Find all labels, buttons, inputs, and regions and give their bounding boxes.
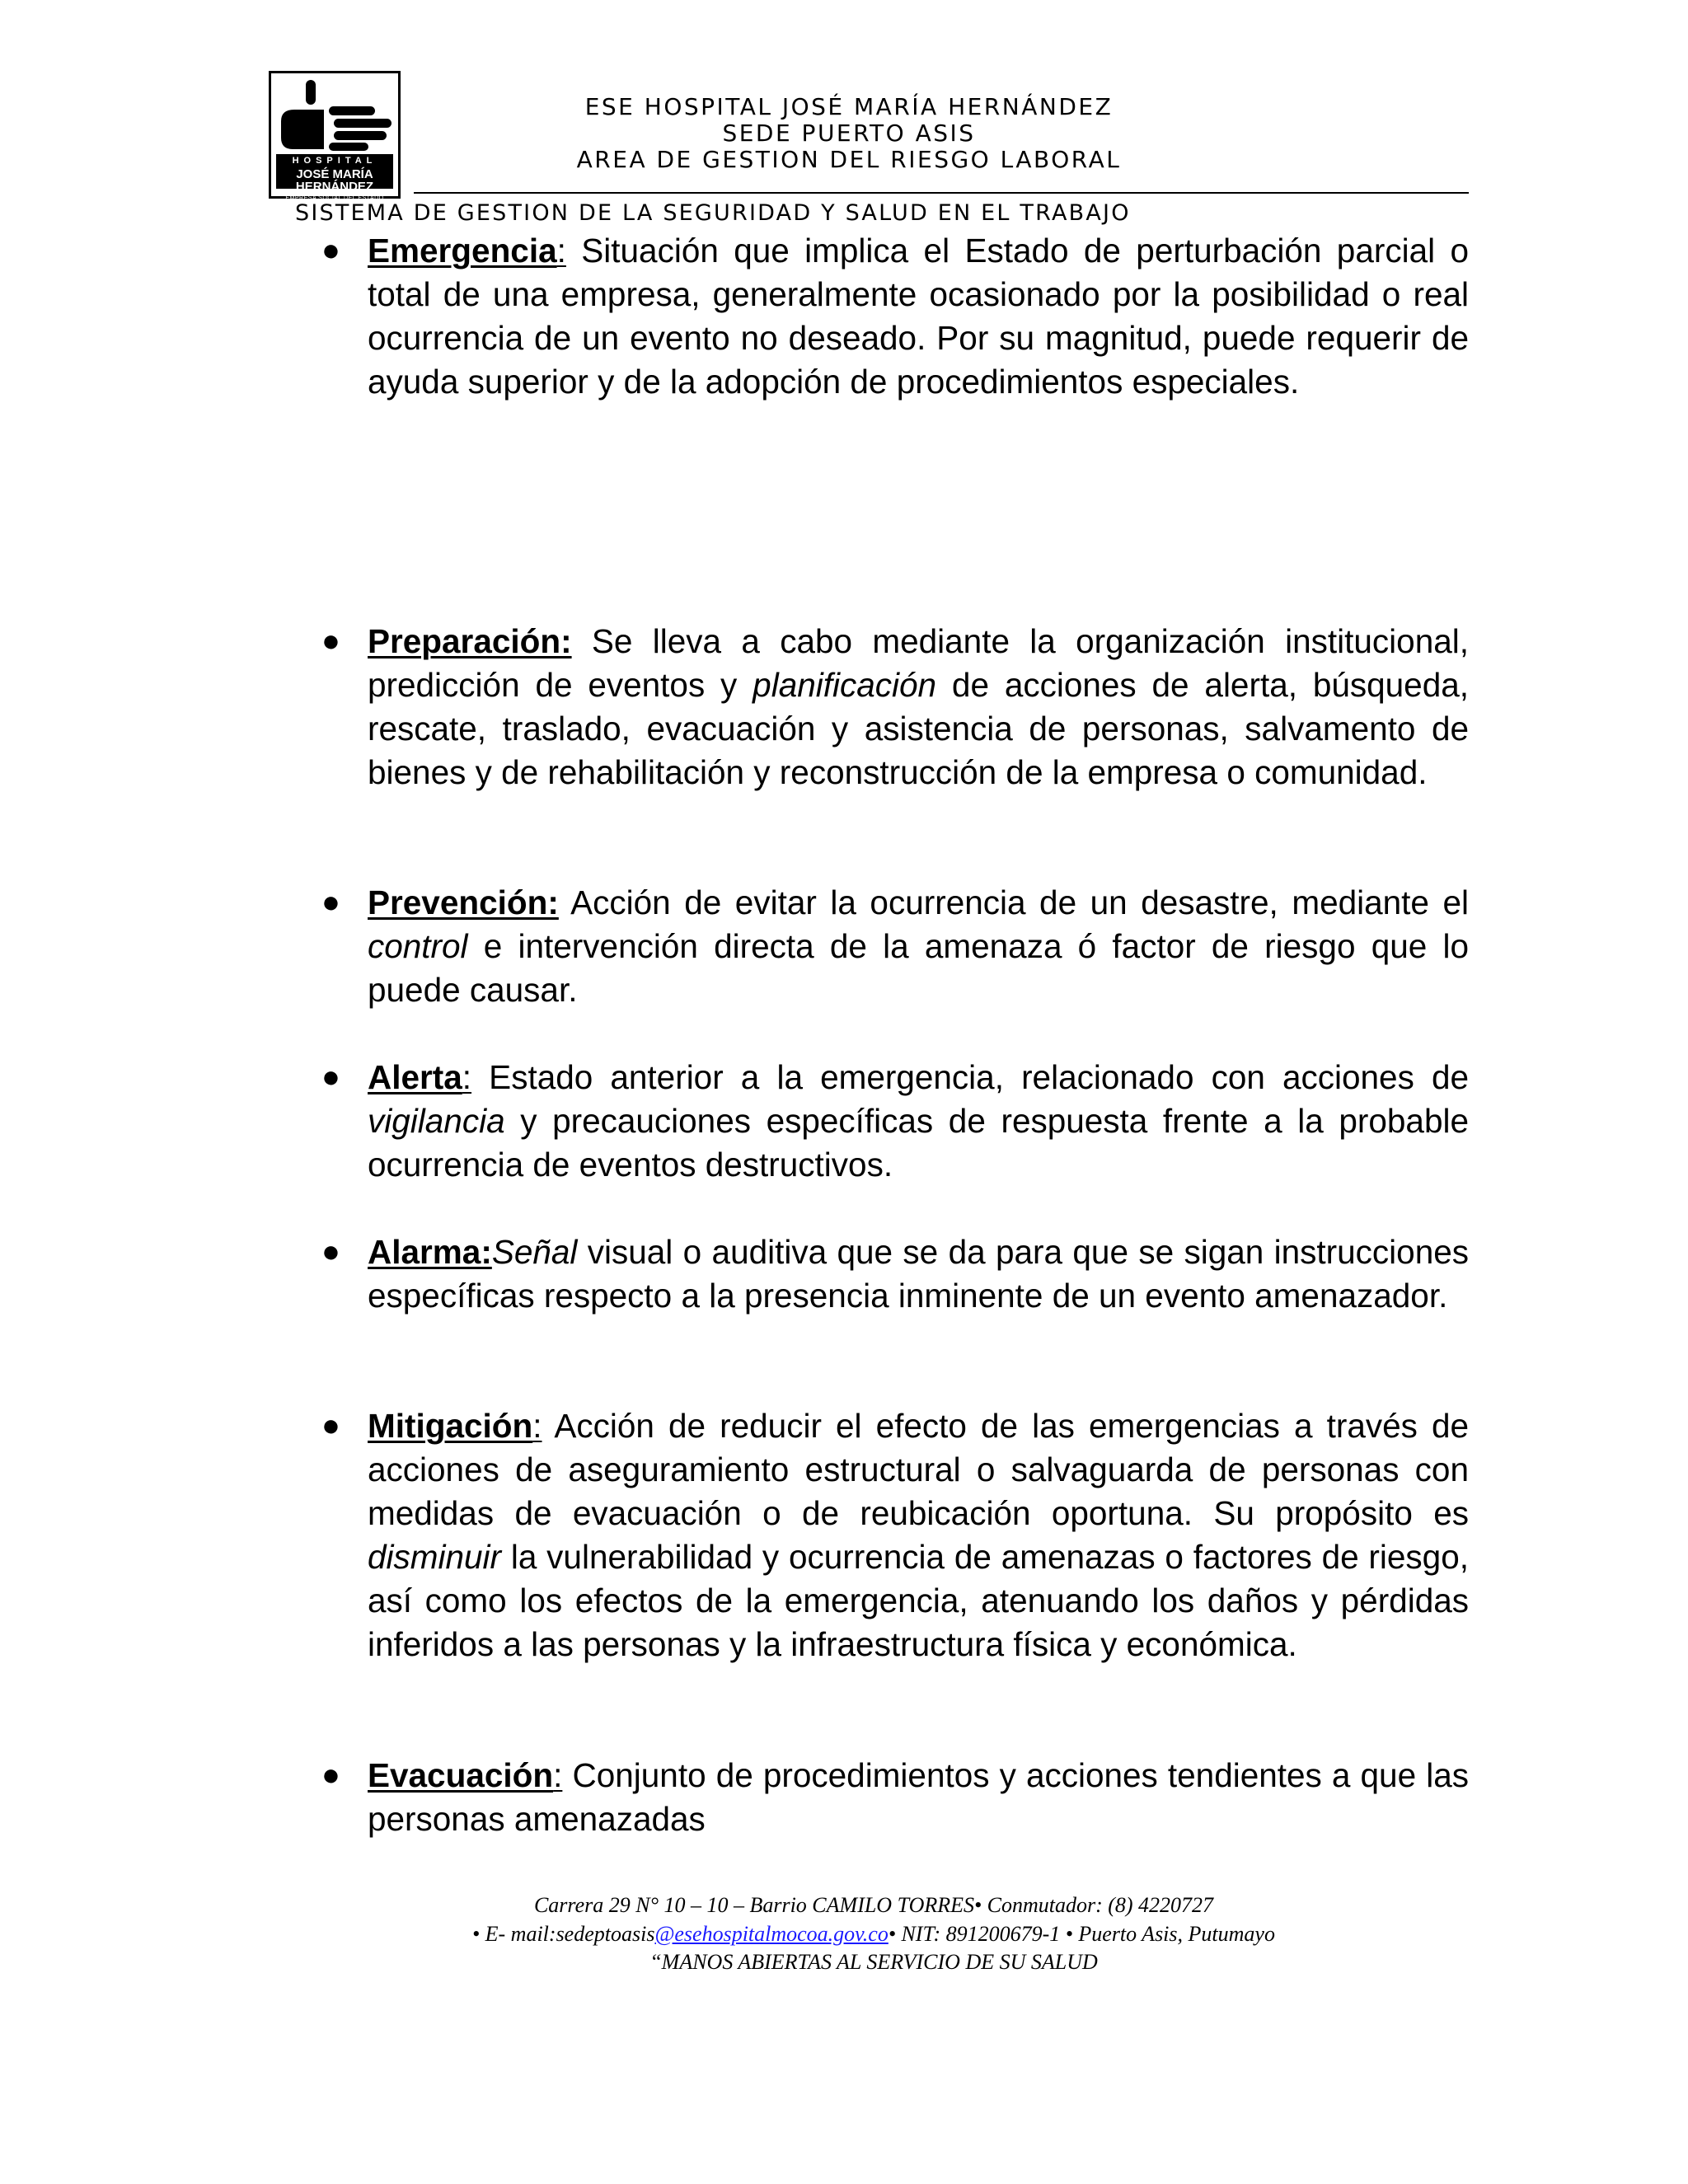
bullet-icon: • — [888, 1922, 896, 1946]
header-area: AREA DE GESTION DEL RIESGO LABORAL — [576, 146, 1122, 173]
bullet-icon: ● — [321, 1060, 340, 1094]
definition-item — [321, 1230, 1469, 1318]
bullet-icon: • — [472, 1922, 481, 1946]
definition-item — [321, 1404, 1469, 1666]
bullet-icon: ● — [321, 885, 340, 920]
definition-item — [321, 1056, 1469, 1187]
definition-item — [321, 1754, 1469, 1841]
definition-term: Alarma: — [368, 1233, 492, 1271]
definition-term: Evacuación — [368, 1756, 554, 1794]
open-hand-icon — [271, 73, 398, 152]
definition-term: Alerta — [368, 1058, 462, 1096]
footer-contact-line — [280, 1920, 1467, 1948]
definition-item — [321, 229, 1469, 404]
footer-email-label: E- mail:sedeptoasis — [485, 1922, 655, 1946]
definition-text: Alerta: Estado anterior a la emergencia, relacionado con acciones de vigilancia y precauciones específicas de respuesta frente a la probable ocurrencia de eventos destructivos. — [368, 1058, 1469, 1183]
footer-slogan: “MANOS ABIERTAS AL SERVICIO DE SU SALUD — [649, 1950, 1098, 1974]
logo-band — [276, 154, 393, 201]
logo-line-1: HOSPITAL — [292, 156, 377, 166]
definition-text: Alarma:Señal visual o auditiva que se da para que se sigan instrucciones específicas respecto a la presencia inminente de un evento amenazador. — [368, 1233, 1469, 1315]
footer-location: Puerto Asis, Putumayo — [1078, 1922, 1275, 1946]
header-title: ESE HOSPITAL JOSÉ MARÍA HERNÁNDEZ — [584, 93, 1114, 120]
footer-address: Carrera 29 N° 10 – 10 – Barrio CAMILO TORRES — [533, 1893, 974, 1917]
definition-text: Emergencia: Situación que implica el Estado de perturbación parcial o total de una empresa, generalmente ocasionado por la posibilidad o real ocurrencia de un evento no deseado. Por su magnitud, puede requerir de ayuda superior y de la adopción de procedimientos especiales. — [368, 232, 1469, 401]
bullet-icon: ● — [321, 1235, 340, 1269]
definition-text: Preparación: Se lleva a cabo mediante la organización institucional, predicción de eventos y planificación de acciones de alerta, búsqueda, rescate, traslado, evacuación y asistencia de personas, salvamento de bienes y de rehabilitación y reconstrucción de la empresa o comunidad. — [368, 622, 1470, 791]
definition-term: Prevención: — [368, 883, 559, 921]
definition-item — [321, 881, 1469, 1012]
header-system: SISTEMA DE GESTION DE LA SEGURIDAD Y SALUD EN EL TRABAJO — [295, 200, 1131, 226]
definition-term: Mitigación — [368, 1407, 533, 1445]
hospital-logo — [269, 71, 401, 199]
footer-address-line — [280, 1891, 1467, 1919]
bullet-icon: ● — [321, 233, 340, 268]
logo-line-2: JOSÉ MARÍA HERNÁNDEZ — [295, 167, 374, 194]
footer-phone: Conmutador: (8) 4220727 — [987, 1893, 1214, 1917]
bullet-icon: ● — [321, 1758, 340, 1793]
header-site: SEDE PUERTO ASIS — [722, 120, 976, 147]
definition-text: Mitigación: Acción de reducir el efecto de las emergencias a través de acciones de aseguramiento estructural o salvaguarda de personas con medidas de evacuación o de reubicación oportuna. Su propósito es disminuir la vulnerabilidad y ocurrencia de amenazas o factores de riesgo, así como los efectos de la emergencia, atenuando los daños y pérdidas inferidos a las personas y la infraestructura física y económica. — [368, 1407, 1469, 1663]
definition-term: Emergencia — [368, 232, 557, 269]
definition-text: Evacuación: Conjunto de procedimientos y acciones tendientes a que las personas amenazadas — [368, 1756, 1469, 1838]
definition-text: Prevención: Acción de evitar la ocurrencia de un desastre, mediante el control e intervención directa de la amenaza ó factor de riesgo que lo puede causar. — [368, 883, 1469, 1009]
bullet-icon: • — [1065, 1922, 1073, 1946]
definition-item — [321, 620, 1470, 794]
bullet-icon: • — [974, 1893, 982, 1917]
definition-term: Preparación: — [368, 622, 572, 660]
bullet-icon: ● — [321, 624, 340, 658]
footer-nit: NIT: 891200679-1 — [901, 1922, 1061, 1946]
header-divider — [414, 192, 1469, 194]
logo-line-3: EMPRESA SOCIAL DEL ESTADO — [285, 195, 384, 201]
bullet-icon: ● — [321, 1408, 340, 1443]
footer-email-link[interactable]: @esehospitalmocoa.gov.co — [654, 1922, 889, 1946]
